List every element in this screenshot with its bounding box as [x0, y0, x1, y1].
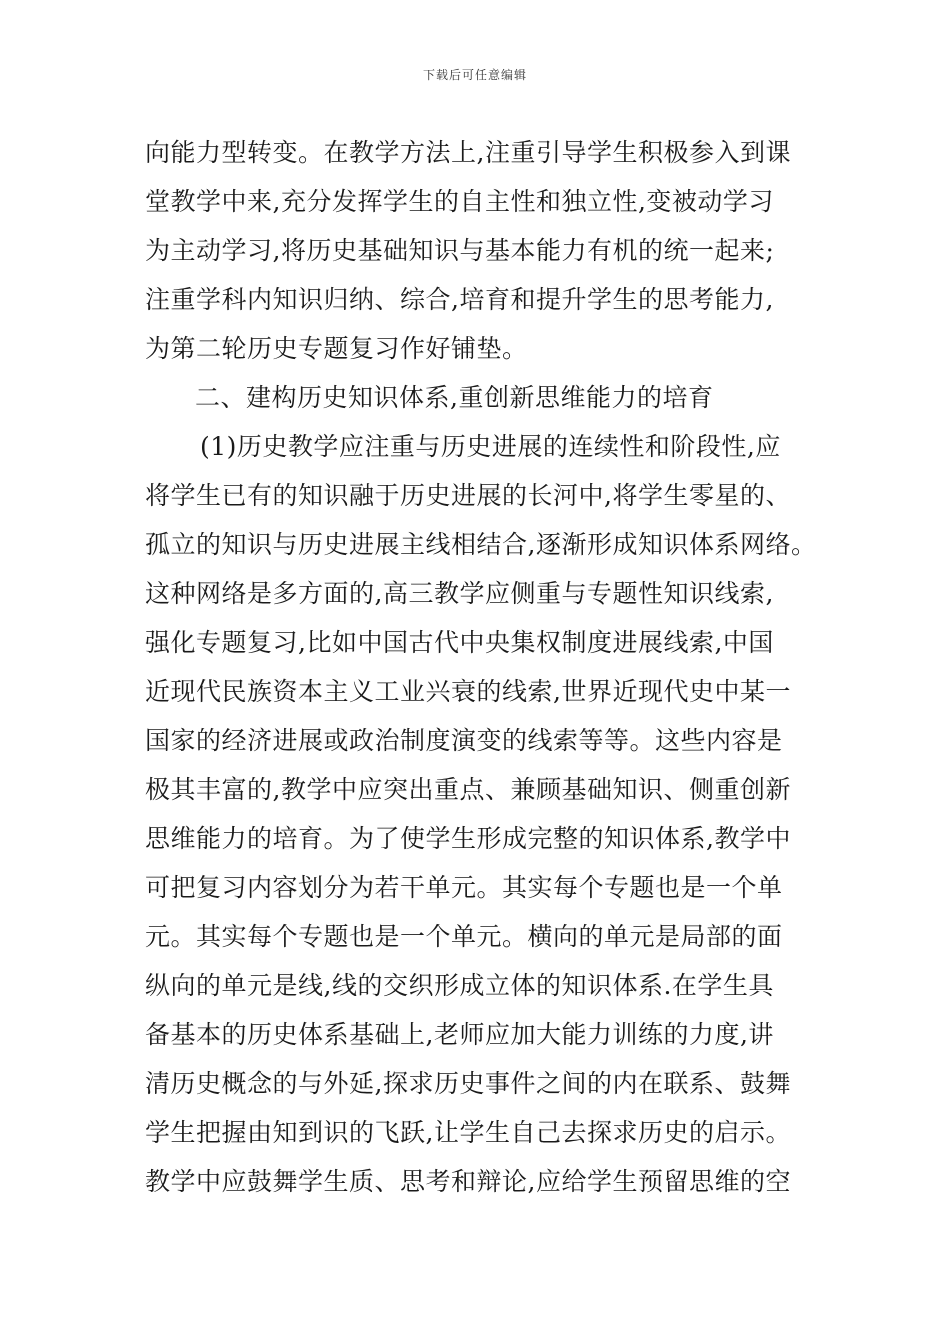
section-heading: 二、建构历史知识体系,重创新思维能力的培育 — [195, 383, 714, 412]
text-line: 学生把握由知到识的飞跃,让学生自己去探求历史的启示。 — [145, 1118, 791, 1147]
text-line: 备基本的历史体系基础上,老师应加大能力训练的力度,讲 — [145, 1020, 774, 1049]
text-line: 这种网络是多方面的,高三教学应侧重与专题性知识线索, — [145, 579, 774, 608]
text-line: 国家的经济进展或政治制度演变的线索等等。这些内容是 — [145, 726, 783, 755]
text-line: 极其丰富的,教学中应突出重点、兼顾基础知识、侧重创新 — [145, 775, 791, 804]
text-line: 思维能力的培育。为了使学生形成完整的知识体系,教学中 — [145, 824, 791, 853]
text-line: 清历史概念的与外延,探求历史事件之间的内在联系、鼓舞 — [145, 1069, 791, 1098]
text-line: 为主动学习,将历史基础知识与基本能力有机的统一起来; — [145, 236, 775, 265]
text-line: 为第二轮历史专题复习作好铺垫。 — [145, 334, 528, 363]
text-line: 纵向的单元是线,线的交织形成立体的知识体系.在学生具 — [145, 971, 774, 1000]
text-line: 将学生已有的知识融于历史进展的长河中,将学生零星的、 — [145, 481, 791, 510]
header-note: 下载后可任意编辑 — [422, 68, 527, 82]
text-line: 教学中应鼓舞学生质、思考和辩论,应给学生预留思维的空 — [145, 1167, 791, 1196]
text-line: 可把复习内容划分为若干单元。其实每个专题也是一个单 — [145, 873, 783, 902]
text-line: (1)历史教学应注重与历史进展的连续性和阶段性,应 — [200, 432, 781, 461]
text-line: 注重学科内知识归纳、综合,培育和提升学生的思考能力, — [145, 285, 774, 314]
text-line: 强化专题复习,比如中国古代中央集权制度进展线索,中国 — [145, 628, 774, 657]
text-line: 元。其实每个专题也是一个单元。横向的单元是局部的面 — [145, 922, 783, 951]
text-line: 堂教学中来,充分发挥学生的自主性和独立性,变被动学习 — [145, 187, 774, 216]
text-line: 近现代民族资本主义工业兴衰的线索,世界近现代史中某一 — [145, 677, 791, 706]
text-line: 孤立的知识与历史进展主线相结合,逐渐形成知识体系网络。 — [145, 530, 817, 559]
document-body — [145, 128, 845, 1206]
text-line: 向能力型转变。在教学方法上,注重引导学生积极参入到课 — [145, 138, 791, 167]
